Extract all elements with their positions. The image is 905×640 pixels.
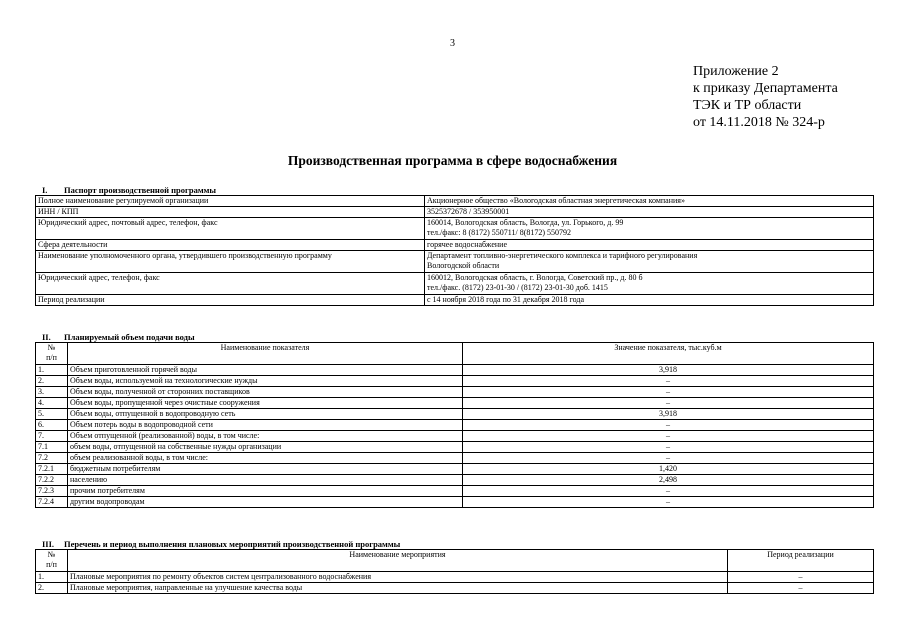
section-1-title: Паспорт производственной программы	[64, 185, 217, 195]
passport-value-line: тел./факс. (8172) 23-01-30 / (8172) 23-01-30 доб. 1415	[427, 283, 608, 292]
row-value: 1,420	[463, 464, 874, 475]
table-row	[36, 464, 874, 475]
table-row	[36, 365, 874, 376]
appendix-line-1: Приложение 2	[693, 64, 779, 79]
row-name: Плановые мероприятия, направленные на улучшение качества воды	[68, 583, 728, 594]
header-num-line: №	[47, 343, 56, 352]
passport-value-line: тел./факс: 8 (8172) 550711/ 8(8172) 550792	[427, 228, 572, 237]
table-header-row	[36, 550, 874, 572]
passport-label: Юридический адрес, почтовый адрес, телефон, факс	[36, 218, 425, 240]
section-2-number: II.	[42, 332, 51, 342]
row-name: прочим потребителям	[68, 486, 463, 497]
row-period: –	[728, 572, 874, 583]
table-row	[36, 218, 874, 240]
table-row	[36, 409, 874, 420]
header-num	[36, 343, 68, 365]
row-num: 7.	[36, 431, 68, 442]
row-num: 7.1	[36, 442, 68, 453]
row-name: Объем воды, используемой на технологические нужды	[68, 376, 463, 387]
row-value: –	[463, 431, 874, 442]
header-indicator-name: Наименование показателя	[68, 343, 463, 365]
section-1-number: I.	[42, 185, 48, 195]
row-num: 4.	[36, 398, 68, 409]
row-name: Объем воды, пропущенной через очистные сооружения	[68, 398, 463, 409]
header-num-line: п/п	[46, 560, 57, 569]
header-measure-name: Наименование мероприятия	[68, 550, 728, 572]
row-name: объем воды, отпущенной на собственные нужды организации	[68, 442, 463, 453]
appendix-line-2: к приказу Департамента	[693, 81, 838, 96]
passport-value: с 14 ноября 2018 года по 31 декабря 2018 года	[425, 295, 874, 306]
table-header-row	[36, 343, 874, 365]
row-num: 7.2.1	[36, 464, 68, 475]
row-value: –	[463, 497, 874, 508]
section-3-number: III.	[42, 539, 55, 549]
table-row	[36, 376, 874, 387]
row-num: 3.	[36, 387, 68, 398]
table-row	[36, 207, 874, 218]
row-num: 5.	[36, 409, 68, 420]
row-name: Объем воды, отпущенной в водопроводную сеть	[68, 409, 463, 420]
passport-label: Юридический адрес, телефон, факс	[36, 273, 425, 295]
passport-value: 3525372678 / 353950001	[425, 207, 874, 218]
row-num: 2.	[36, 376, 68, 387]
passport-value: Акционерное общество «Вологодская областная энергетическая компания»	[425, 196, 874, 207]
row-value: –	[463, 376, 874, 387]
measures-table	[35, 549, 874, 594]
water-volume-table	[35, 342, 874, 508]
section-3-title: Перечень и период выполнения плановых мероприятий производственной программы	[64, 539, 401, 549]
section-2-heading	[32, 332, 195, 342]
table-row	[36, 398, 874, 409]
row-name: Плановые мероприятия по ремонту объектов систем централизованного водоснабжения	[68, 572, 728, 583]
header-num	[36, 550, 68, 572]
appendix-line-4: от 14.11.2018 № 324-р	[693, 115, 825, 130]
row-name: объем реализованной воды, в том числе:	[68, 453, 463, 464]
passport-label: Полное наименование регулируемой организации	[36, 196, 425, 207]
table-row	[36, 572, 874, 583]
appendix-line-3: ТЭК и ТР области	[693, 98, 802, 113]
row-num: 7.2.3	[36, 486, 68, 497]
table-row	[36, 475, 874, 486]
passport-value	[425, 273, 874, 295]
header-num-line: п/п	[46, 353, 57, 362]
passport-label: ИНН / КПП	[36, 207, 425, 218]
passport-value-line: 160014, Вологодская область, Вологда, ул. Горького, д. 99	[427, 218, 624, 227]
row-num: 1.	[36, 365, 68, 376]
row-num: 7.2.2	[36, 475, 68, 486]
row-name: населению	[68, 475, 463, 486]
passport-value-line: 160012, Вологодская область, г. Вологда, Советский пр., д. 80 б	[427, 273, 643, 282]
passport-label: Период реализации	[36, 295, 425, 306]
row-value: –	[463, 453, 874, 464]
header-period: Период реализации	[728, 550, 874, 572]
table-row	[36, 431, 874, 442]
passport-value-line: Департамент топливно-энергетического комплекса и тарифного регулирования	[427, 251, 698, 260]
table-row	[36, 251, 874, 273]
table-row	[36, 420, 874, 431]
row-value: 3,918	[463, 365, 874, 376]
table-row	[36, 453, 874, 464]
row-name: Объем приготовленной горячей воды	[68, 365, 463, 376]
section-1-heading	[32, 185, 216, 195]
row-name: Объем отпущенной (реализованной) воды, в том числе:	[68, 431, 463, 442]
section-3-heading	[32, 539, 400, 549]
row-value: –	[463, 398, 874, 409]
passport-table	[35, 195, 874, 306]
row-num: 7.2.4	[36, 497, 68, 508]
row-value: 3,918	[463, 409, 874, 420]
row-name: другим водопроводам	[68, 497, 463, 508]
row-value: 2,498	[463, 475, 874, 486]
row-num: 2.	[36, 583, 68, 594]
row-value: –	[463, 442, 874, 453]
table-row	[36, 273, 874, 295]
row-value: –	[463, 387, 874, 398]
document-title: Производственная программа в сфере водоснабжения	[287, 153, 618, 168]
section-2-title: Планируемый объем подачи воды	[64, 332, 195, 342]
page-number: 3	[450, 38, 455, 49]
passport-label: Наименование уполномоченного органа, утвердившего производственную программу	[36, 251, 425, 273]
table-row	[36, 295, 874, 306]
table-row	[36, 442, 874, 453]
table-row	[36, 196, 874, 207]
header-num-line: №	[47, 550, 56, 559]
header-indicator-value: Значение показателя, тыс.куб.м	[463, 343, 874, 365]
row-value: –	[463, 420, 874, 431]
row-num: 7.2	[36, 453, 68, 464]
table-row	[36, 486, 874, 497]
passport-value-line: Вологодской области	[427, 261, 500, 270]
row-name: Объем воды, полученной от сторонних поставщиков	[68, 387, 463, 398]
row-name: бюджетным потребителям	[68, 464, 463, 475]
table-row	[36, 497, 874, 508]
appendix-block	[693, 63, 838, 131]
row-period: –	[728, 583, 874, 594]
table-row	[36, 387, 874, 398]
row-name: Объем потерь воды в водопроводной сети	[68, 420, 463, 431]
row-num: 6.	[36, 420, 68, 431]
passport-label: Сфера деятельности	[36, 240, 425, 251]
passport-value	[425, 218, 874, 240]
row-value: –	[463, 486, 874, 497]
passport-value: горячее водоснабжение	[425, 240, 874, 251]
table-row	[36, 240, 874, 251]
table-row	[36, 583, 874, 594]
row-num: 1.	[36, 572, 68, 583]
passport-value	[425, 251, 874, 273]
